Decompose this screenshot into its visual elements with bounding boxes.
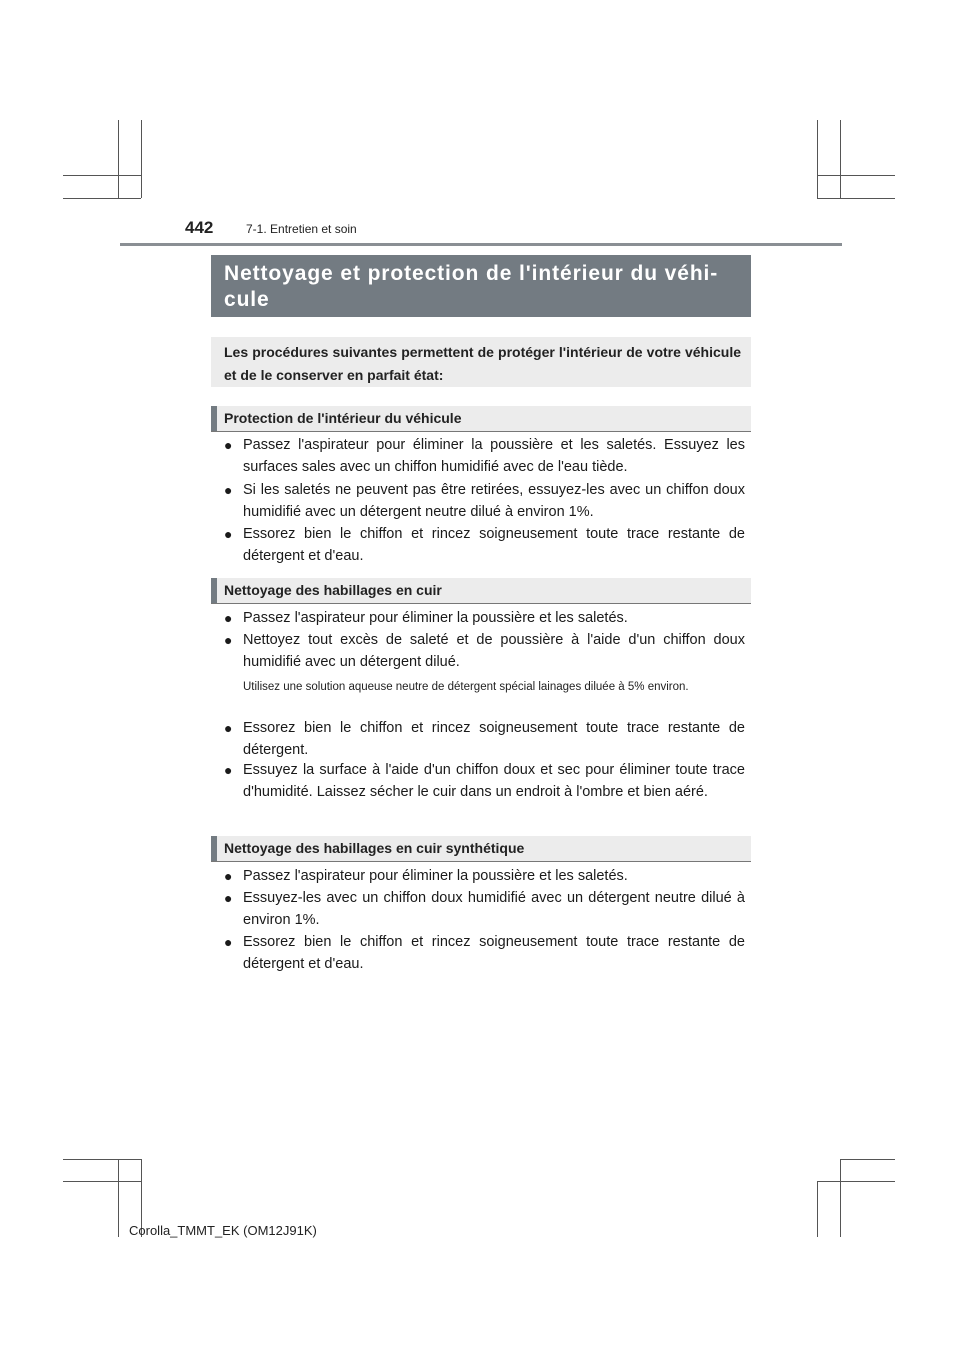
crop-mark xyxy=(817,1181,818,1237)
page-title xyxy=(211,255,751,317)
list-item xyxy=(224,865,745,887)
section-heading-label: Nettoyage des habillages en cuir synthétique xyxy=(224,840,525,856)
page-title-text: Nettoyage et protection de l'intérieur du véhi- cule xyxy=(224,262,719,311)
bullet-icon: ● xyxy=(224,437,233,453)
crop-mark xyxy=(840,1159,841,1237)
bullet-icon: ● xyxy=(224,526,233,542)
page-number: 442 xyxy=(185,218,214,237)
crop-mark xyxy=(840,1159,895,1160)
bullet-icon: ● xyxy=(224,934,233,950)
section-heading-interior xyxy=(211,406,751,432)
crop-mark xyxy=(817,1181,895,1182)
crop-mark xyxy=(141,120,142,198)
note-text: Utilisez une solution aqueuse neutre de détergent spécial lainages diluée à 5% environ. xyxy=(243,681,689,693)
intro-box xyxy=(211,337,751,387)
crop-mark xyxy=(63,198,141,199)
list-item-text: Essorez bien le chiffon et rincez soigneusement toute trace restante de détergent. xyxy=(243,720,745,758)
crop-mark xyxy=(118,120,119,198)
heading-bar xyxy=(211,836,217,861)
crop-mark xyxy=(63,1181,141,1182)
list-item xyxy=(224,629,745,673)
crop-mark xyxy=(63,175,141,176)
section-heading-synthetic-leather xyxy=(211,836,751,862)
list-item xyxy=(224,479,745,523)
heading-bar xyxy=(211,406,217,431)
crop-mark xyxy=(817,120,818,198)
section-heading-label: Protection de l'intérieur du véhicule xyxy=(224,410,462,426)
bullet-icon: ● xyxy=(224,632,233,648)
list-item xyxy=(224,887,745,931)
list-item xyxy=(224,717,745,761)
bullet-icon: ● xyxy=(224,720,233,736)
list-item-text: Passez l'aspirateur pour éliminer la poussière et les saletés. xyxy=(243,868,628,884)
crop-mark xyxy=(817,175,895,176)
list-item xyxy=(224,523,745,567)
list-item-text: Essorez bien le chiffon et rincez soigneusement toute trace restante de détergent et d'eau. xyxy=(243,526,745,564)
bullet-icon: ● xyxy=(224,868,233,884)
crop-mark xyxy=(118,1159,119,1237)
bullet-icon: ● xyxy=(224,890,233,906)
section-breadcrumb: 7-1. Entretien et soin xyxy=(246,222,357,236)
intro-text: Les procédures suivantes permettent de protéger l'intérieur de votre véhicule et de le conserver en parfait état: xyxy=(224,344,741,383)
list-item xyxy=(224,759,745,803)
section-heading-label: Nettoyage des habillages en cuir xyxy=(224,582,442,598)
heading-bar xyxy=(211,578,217,603)
list-item-text: Essorez bien le chiffon et rincez soigneusement toute trace restante de détergent et d'eau. xyxy=(243,934,745,972)
list-item-text: Passez l'aspirateur pour éliminer la poussière et les saletés. Essuyez les surfaces sales avec un chiffon humidifié avec de l'eau tiède. xyxy=(243,437,745,475)
section-heading-leather xyxy=(211,578,751,604)
list-item-text: Essuyez la surface à l'aide d'un chiffon doux et sec pour éliminer toute trace d'humidité. Laissez sécher le cuir dans un endroit à l'ombre et bien aéré. xyxy=(243,762,745,800)
footer-doc-id: Corolla_TMMT_EK (OM12J91K) xyxy=(129,1223,317,1238)
header-rule xyxy=(120,243,842,246)
list-item xyxy=(224,931,745,975)
list-item xyxy=(224,434,745,478)
bullet-icon: ● xyxy=(224,610,233,626)
list-item-text: Essuyez-les avec un chiffon doux humidifié avec un détergent neutre dilué à environ 1%. xyxy=(243,890,745,928)
bullet-icon: ● xyxy=(224,762,233,778)
list-item-text: Nettoyez tout excès de saleté et de poussière à l'aide d'un chiffon doux humidifié avec un détergent dilué. xyxy=(243,632,745,670)
list-item-text: Si les saletés ne peuvent pas être retirées, essuyez-les avec un chiffon doux humidifié avec un détergent neutre dilué à environ 1%. xyxy=(243,482,745,520)
crop-mark xyxy=(840,120,841,198)
bullet-icon: ● xyxy=(224,482,233,498)
list-item-text: Passez l'aspirateur pour éliminer la poussière et les saletés. xyxy=(243,610,628,626)
crop-mark xyxy=(817,198,895,199)
crop-mark xyxy=(63,1159,141,1160)
list-item xyxy=(224,607,745,629)
